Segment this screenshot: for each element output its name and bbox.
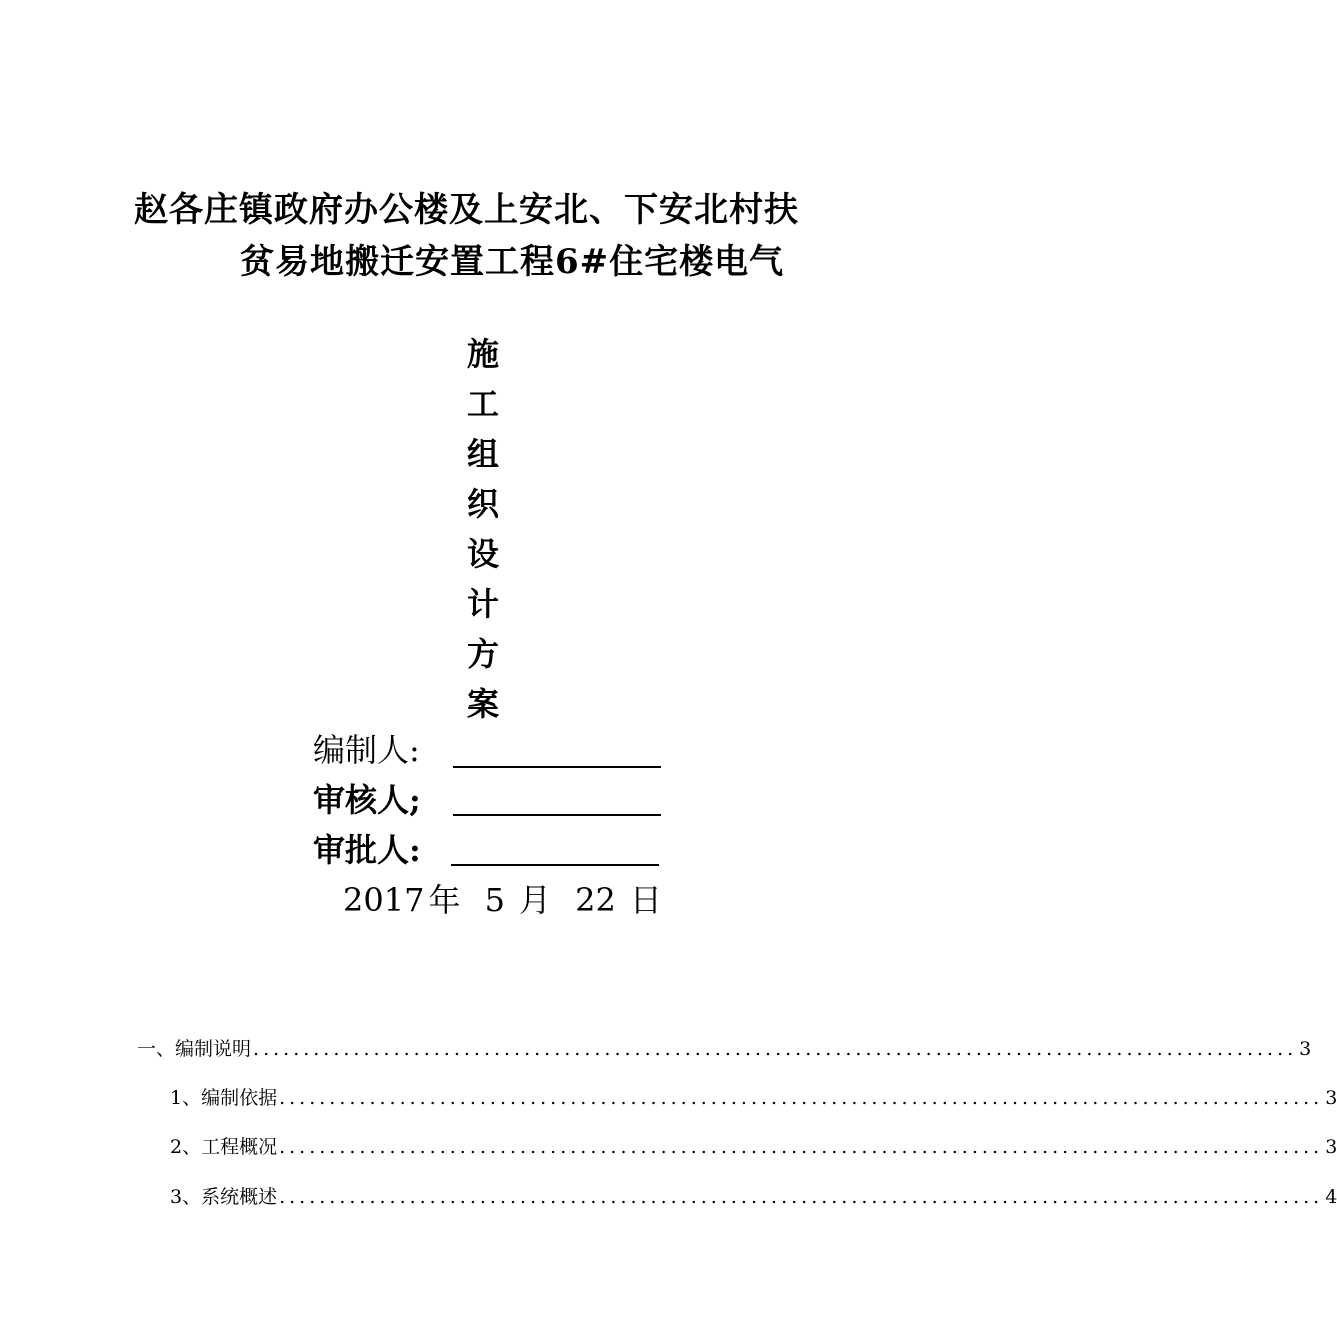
vertical-title-char: 设 [466, 535, 499, 573]
date-year: 2017 [343, 881, 425, 919]
vertical-title-char: 织 [466, 485, 499, 523]
toc-page: 3 [1299, 1038, 1312, 1060]
toc-entry[interactable] [170, 1184, 1337, 1210]
toc-leader: ........................................................................................................ [279, 1136, 1324, 1158]
signature-approver [313, 830, 421, 870]
toc-entry[interactable] [137, 1036, 1312, 1062]
toc-leader: ........................................................................................................ [279, 1087, 1324, 1109]
vertical-title-char: 方 [466, 635, 499, 673]
signature-line[interactable] [453, 814, 661, 816]
date-day-unit: 日 [629, 881, 662, 919]
toc-text: 3、系统概述 [170, 1186, 278, 1208]
document-date [343, 880, 676, 920]
signature-line[interactable] [453, 766, 661, 768]
toc-leader: ........................................................................................................ [279, 1186, 1324, 1208]
date-month-unit: 月 [518, 881, 551, 919]
signature-reviewer [313, 780, 421, 820]
toc-leader: ........................................................................................................ [253, 1038, 1298, 1060]
date-year-unit: 年 [428, 881, 461, 919]
vertical-title-char: 工 [466, 385, 499, 423]
toc-text: 编制说明 [175, 1038, 252, 1060]
title-line-1: 赵各庄镇政府办公楼及上安北、下安北村扶 [134, 190, 799, 230]
signature-label: 审核人; [313, 781, 421, 819]
vertical-title-char: 计 [466, 585, 499, 623]
vertical-title-char: 案 [466, 685, 499, 723]
date-day: 22 [575, 881, 616, 919]
toc-page: 3 [1325, 1136, 1337, 1158]
signature-compiler [313, 730, 420, 770]
toc-text: 1、编制依据 [170, 1087, 278, 1109]
toc-text: 2、工程概况 [170, 1136, 278, 1158]
toc-prefix: 一、 [137, 1038, 176, 1060]
toc-entry[interactable] [170, 1085, 1337, 1111]
toc-page: 3 [1325, 1087, 1337, 1109]
date-month: 5 [484, 881, 505, 919]
title-line-2: 贫易地搬迁安置工程6#住宅楼电气 [240, 242, 785, 282]
toc-page: 4 [1325, 1186, 1337, 1208]
signature-label: 编制人: [313, 731, 420, 769]
vertical-title-char: 组 [466, 435, 499, 473]
signature-label: 审批人: [313, 831, 421, 869]
vertical-title-char: 施 [466, 335, 499, 373]
signature-line[interactable] [451, 864, 659, 866]
toc-entry[interactable] [170, 1134, 1337, 1160]
